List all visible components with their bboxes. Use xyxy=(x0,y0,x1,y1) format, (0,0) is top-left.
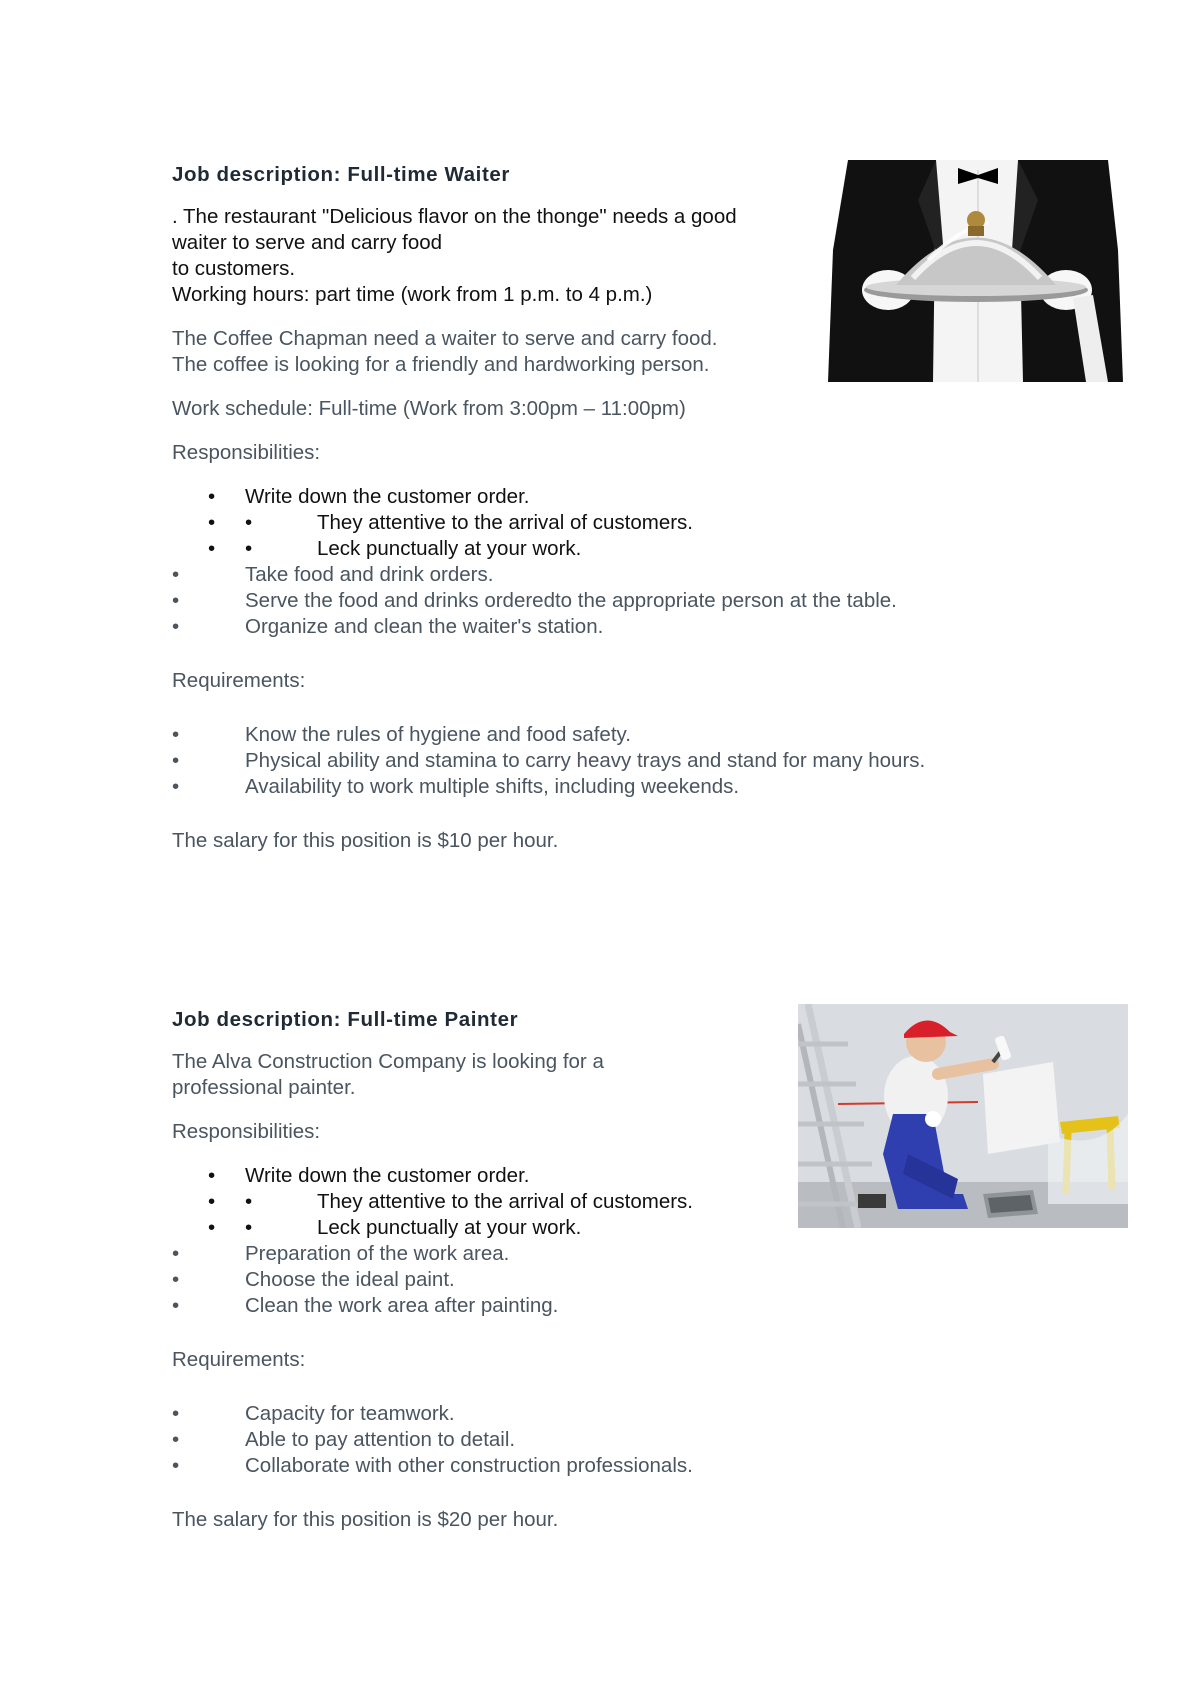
bullet: • xyxy=(172,1294,180,1317)
waiter-schedule: Work schedule: Full-time (Work from 3:00pm – 11:00pm) xyxy=(172,397,686,420)
list-item xyxy=(172,722,1172,748)
bullet: • xyxy=(208,485,216,508)
list-item xyxy=(172,1293,1172,1319)
waiter-salary: The salary for this position is $10 per hour. xyxy=(172,829,559,852)
waiter-requirements-list xyxy=(172,722,1172,800)
list-item xyxy=(172,1401,1172,1427)
list-item-text: Collaborate with other construction professionals. xyxy=(245,1454,693,1477)
waiter-description-line: The coffee is looking for a friendly and hardworking person. xyxy=(172,353,710,376)
list-item-text: Leck punctually at your work. xyxy=(317,1216,582,1239)
list-item-text: Clean the work area after painting. xyxy=(245,1294,559,1317)
list-item-text: Leck punctually at your work. xyxy=(317,537,582,560)
bullet: • xyxy=(245,511,253,534)
list-item-text: Physical ability and stamina to carry heavy trays and stand for many hours. xyxy=(245,749,926,772)
painter-requirements-heading: Requirements: xyxy=(172,1348,306,1371)
list-item-text: Organize and clean the waiter's station. xyxy=(245,615,604,638)
waiter-responsibilities-list xyxy=(172,484,1172,640)
list-item-text: Availability to work multiple shifts, including weekends. xyxy=(245,775,740,798)
list-item xyxy=(172,510,1172,536)
list-item-text: Able to pay attention to detail. xyxy=(245,1428,516,1451)
bullet: • xyxy=(208,1190,216,1213)
list-item xyxy=(172,588,1172,614)
bullet: • xyxy=(172,1454,180,1477)
list-item-text: Take food and drink orders. xyxy=(245,563,494,586)
list-item xyxy=(172,1241,1172,1267)
waiter-photo xyxy=(818,160,1130,382)
list-item-text: Write down the customer order. xyxy=(245,1164,530,1187)
list-item xyxy=(172,748,1172,774)
painter-photo xyxy=(798,1004,1128,1228)
list-item-text: Preparation of the work area. xyxy=(245,1242,510,1265)
list-item-text: They attentive to the arrival of customers. xyxy=(317,1190,693,1213)
bullet: • xyxy=(172,563,180,586)
waiter-responsibilities-heading: Responsibilities: xyxy=(172,441,321,464)
bullet: • xyxy=(172,775,180,798)
list-item xyxy=(172,1453,1172,1479)
waiter-intro-line: Working hours: part time (work from 1 p.m. to 4 p.m.) xyxy=(172,283,653,306)
painter-responsibilities-heading: Responsibilities: xyxy=(172,1120,321,1143)
bullet: • xyxy=(245,537,253,560)
bullet: • xyxy=(245,1216,253,1239)
list-item-text: They attentive to the arrival of customers. xyxy=(317,511,693,534)
waiter-description-line: The Coffee Chapman need a waiter to serve and carry food. xyxy=(172,327,718,350)
bullet: • xyxy=(208,1164,216,1187)
waiter-requirements-heading: Requirements: xyxy=(172,669,306,692)
bullet: • xyxy=(245,1190,253,1213)
list-item xyxy=(172,562,1172,588)
list-item-text: Serve the food and drinks orderedto the appropriate person at the table. xyxy=(245,589,897,612)
list-item xyxy=(172,484,1172,510)
bullet: • xyxy=(172,1268,180,1291)
list-item-text: Write down the customer order. xyxy=(245,485,530,508)
bullet: • xyxy=(172,749,180,772)
painter-salary: The salary for this position is $20 per hour. xyxy=(172,1508,559,1531)
bullet: • xyxy=(208,511,216,534)
bullet: • xyxy=(208,537,216,560)
painter-requirements-list xyxy=(172,1401,1172,1479)
bullet: • xyxy=(172,589,180,612)
list-item xyxy=(172,1267,1172,1293)
waiter-intro-line: . The restaurant "Delicious flavor on the thonge" needs a good xyxy=(172,205,737,228)
painter-intro-line: The Alva Construction Company is looking for a xyxy=(172,1050,604,1073)
bullet: • xyxy=(172,1242,180,1265)
list-item xyxy=(172,1427,1172,1453)
waiter-title: Job description: Full-time Waiter xyxy=(172,163,510,186)
list-item xyxy=(172,774,1172,800)
list-item-text: Choose the ideal paint. xyxy=(245,1268,455,1291)
painter-title: Job description: Full-time Painter xyxy=(172,1008,519,1031)
painter-intro-line: professional painter. xyxy=(172,1076,356,1099)
waiter-intro-line: waiter to serve and carry food xyxy=(172,231,443,254)
list-item xyxy=(172,614,1172,640)
list-item-text: Capacity for teamwork. xyxy=(245,1402,455,1425)
waiter-intro-line: to customers. xyxy=(172,257,296,280)
bullet: • xyxy=(172,615,180,638)
bullet: • xyxy=(172,723,180,746)
bullet: • xyxy=(172,1402,180,1425)
list-item xyxy=(172,536,1172,562)
bullet: • xyxy=(208,1216,216,1239)
list-item-text: Know the rules of hygiene and food safety. xyxy=(245,723,631,746)
bullet: • xyxy=(172,1428,180,1451)
